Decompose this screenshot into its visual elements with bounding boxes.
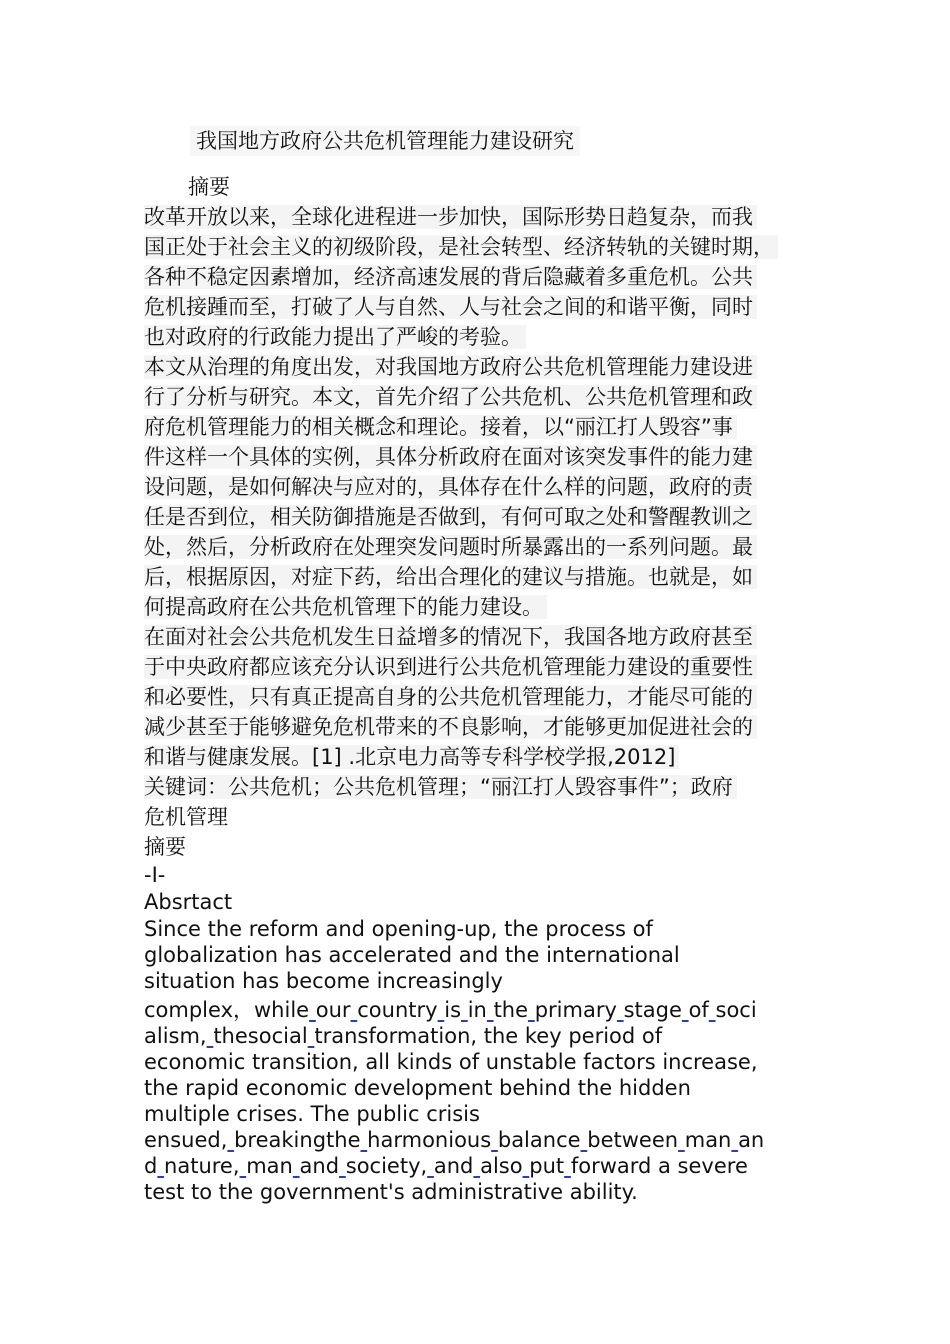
en-line: multiple crises. The public crisis [144,1102,480,1126]
abstract-label: 摘要 [144,835,186,859]
zh-line: 处，然后，分析政府在处理突发问题时所暴露出的一系列问题。最 [144,532,824,562]
en-line: economic transition, all kinds of unstable factors increase, [144,1050,758,1074]
en-line: d nature, man and society, and also put forward a severe [144,1154,748,1178]
zh-line: 和谐与健康发展。[1] .北京电力高等专科学校学报,2012] [144,742,824,772]
en-line: complex，while our country is in the primary stage of soci [144,998,757,1022]
keywords-line: 危机管理 [144,805,228,829]
document-title: 我国地方政府公共危机管理能力建设研究 [190,126,580,156]
document-body [144,202,824,1205]
en-line: test to the government's administrative ability. [144,1180,638,1204]
zh-line: 各种不稳定因素增加，经济高速发展的背后隐藏着多重危机。公共 [144,262,824,292]
zh-line: 改革开放以来，全球化进程进一步加快，国际形势日趋复杂，而我 [144,202,824,232]
zh-line: 和必要性，只有真正提高自身的公共危机管理能力，才能尽可能的 [144,682,824,712]
keywords-line: 关键词：公共危机；公共危机管理；“丽江打人毁容事件”；政府 [144,772,824,802]
page-number: -I- [144,863,166,887]
en-line: situation has become increasingly [144,969,503,993]
abstract-heading: 摘要 [188,175,230,199]
zh-line: 危机接踵而至，打破了人与自然、人与社会之间的和谐平衡，同时 [144,292,824,322]
english-abstract-heading: Absrtact [144,890,233,914]
en-line: alism, thesocial transformation, the key period of [144,1024,663,1048]
zh-line: 件这样一个具体的实例，具体分析政府在面对该突发事件的能力建 [144,442,824,472]
zh-line: 任是否到位，相关防御措施是否做到，有何可取之处和警醒教训之 [144,502,824,532]
zh-line: 在面对社会公共危机发生日益增多的情况下，我国各地方政府甚至 [144,622,824,652]
zh-line: 行了分析与研究。本文，首先介绍了公共危机、公共危机管理和政 [144,382,824,412]
zh-line: 设问题，是如何解决与应对的，具体存在什么样的问题，政府的责 [144,472,824,502]
en-line: the rapid economic development behind the hidden [144,1076,691,1100]
zh-line: 减少甚至于能够避免危机带来的不良影响，才能够更加促进社会的 [144,712,824,742]
en-line: globalization has accelerated and the international [144,943,680,967]
zh-line: 何提高政府在公共危机管理下的能力建设。 [144,592,824,622]
zh-line: 也对政府的行政能力提出了严峻的考验。 [144,322,824,352]
zh-line: 府危机管理能力的相关概念和理论。接着，以“丽江打人毁容”事 [144,412,824,442]
zh-line: 后，根据原因，对症下药，给出合理化的建议与措施。也就是，如 [144,562,824,592]
en-line: ensued, breakingthe harmonious balance between man an [144,1128,765,1152]
en-line: Since the reform and opening-up, the process of [144,917,653,941]
zh-line: 于中央政府都应该充分认识到进行公共危机管理能力建设的重要性 [144,652,824,682]
zh-line: 国正处于社会主义的初级阶段，是社会转型、经济转轨的关键时期， [144,232,824,262]
zh-line: 本文从治理的角度出发，对我国地方政府公共危机管理能力建设进 [144,352,824,382]
